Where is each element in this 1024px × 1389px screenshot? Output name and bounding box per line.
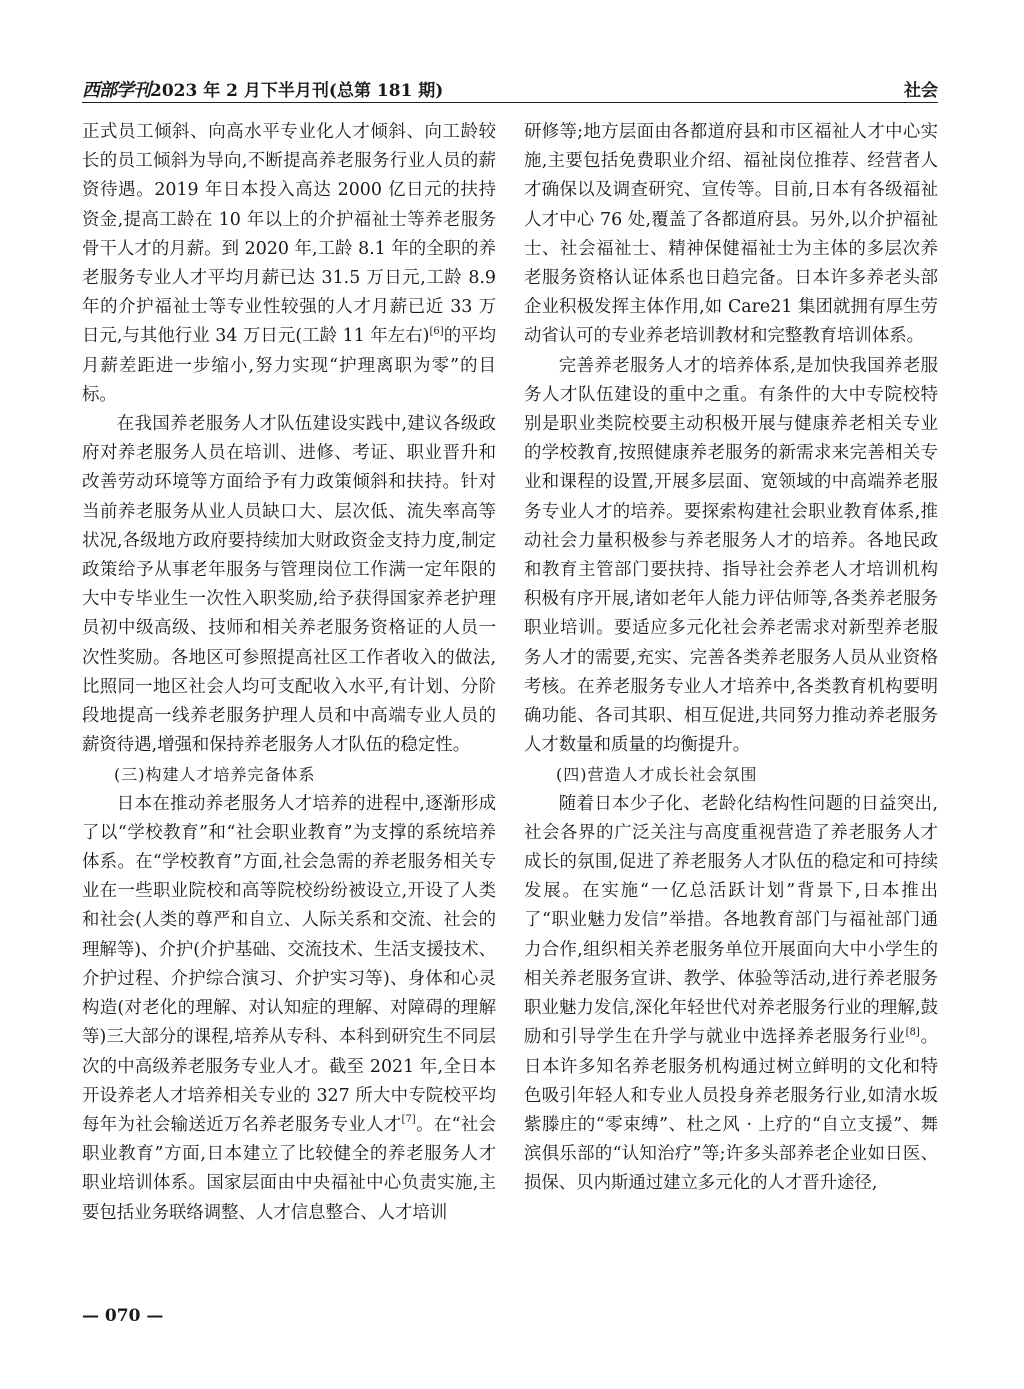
paragraph [82, 118, 496, 410]
paragraph-text: 。在“社会职业教育”方面,日本建立了比较健全的养老服务人才职业培训体系。国家层面由中央福祉中心负责实施,主要包括业务联络调整、人才信息整合、人才培训 [82, 1114, 496, 1223]
journal-logo: 西部学刊 [82, 80, 150, 101]
running-header [82, 76, 938, 100]
paragraph-text: 正式员工倾斜、向高水平专业化人才倾斜、向工龄较长的员工倾斜为导向,不断提高养老服务行业人员的薪资待遇。2019 年日本投入高达 2000 亿日元的扶持资金,提高工龄在 10 年以上的介护福祉士等养老服务骨干人才的月薪。到 2020 年,工龄 8.1 年的全职的养老服务专业人才平均月薪已达 31.5 万日元,工龄 8.9 年的介护福祉士等专业性较强的人才月薪已近 33 万日元,与其他行业 34 万日元(工龄 11 年左右) [82, 122, 496, 347]
paragraph-text: 的平均月薪差距进一步缩小,努力实现“护理离职为零”的目标。 [82, 326, 496, 405]
section-heading: (四)营造人才成长社会氛围 [556, 765, 758, 785]
paragraph: 在我国养老服务人才队伍建设实践中,建议各级政府对养老服务人员在培训、进修、考证、职业晋升和改善劳动环境等方面给予有力政策倾斜和扶持。针对当前养老服务从业人员缺口大、层次低、流失率高等状况,各级地方政府要持续加大财政资金支持力度,制定政策给予从事老年服务与管理岗位工作满一定年限的大中专毕业生一次性入职奖励,给予获得国家养老护理员初中级高级、技师和相关养老服务资格证的人员一次性奖励。各地区可参照提高社区工作者收入的做法,比照同一地区社会人均可支配收入水平,有计划、分阶段地提高一线养老服务护理人员和中高端专业人员的薪资待遇,增强和保持养老服务人才队伍的稳定性。 [82, 414, 496, 756]
paragraph: 研修等;地方层面由各都道府县和市区福祉人才中心实施,主要包括免费职业介绍、福祉岗位推荐、经营者人才确保以及调查研究、宣传等。目前,日本有各级福祉人才中心 76 处,覆盖了各都道府县。另外,以介护福祉士、社会福祉士、精神保健福祉士为主体的多层次养老服务资格认证体系也日趋完备。日本许多养老头部企业积极发挥主体作用,如 Care21 集团就拥有厚生劳动省认可的专业养老培训教材和完整教育培训体系。 [524, 122, 938, 347]
paragraph-text: 日本在推动养老服务人才培养的进程中,逐渐形成了以“学校教育”和“社会职业教育”为支撑的系统培养体系。在“学校教育”方面,社会急需的养老服务相关专业在一些职业院校和高等院校纷纷被设立,开设了人类和社会(人类的尊严和自立、人际关系和交流、社会的理解等)、介护(介护基础、交流技术、生活支援技术、介护过程、介护综合演习、介护实习等)、身体和心灵构造(对老化的理解、对认知症的理解、对障碍的理解等)三大部分的课程,培养从专科、本科到研究生不同层次的中高级养老服务专业人才。截至 2021 年,全日本开设养老人才培养相关专业的 327 所大中专院校平均每年为社会输送近万名养老服务专业人才 [82, 793, 496, 1135]
section-label: 社会 [904, 81, 938, 101]
page-number: — 070 — [82, 1306, 164, 1326]
left-column [82, 118, 496, 1228]
citation-ref: [7] [401, 1114, 416, 1126]
section-heading: (三)构建人才培养完备体系 [114, 765, 316, 785]
journal-title [82, 76, 443, 102]
paragraph-text: 随着日本少子化、老龄化结构性问题的日益突出,社会各界的广泛关注与高度重视营造了养老服务人才成长的氛围,促进了养老服务人才队伍的稳定和可持续发展。在实施“一亿总活跃计划”背景下,日本推出了“职业魅力发信”举措。各地教育部门与福祉部门通力合作,组织相关养老服务单位开展面向大中小学生的相关养老服务宣讲、教学、体验等活动,进行养老服务职业魅力发信,深化年轻世代对养老服务行业的理解,鼓励和引导学生在升学与就业中选择养老服务行业 [524, 793, 938, 1048]
paragraph [82, 790, 496, 1228]
right-column [524, 118, 938, 1199]
paragraph-text: 。日本许多知名养老服务机构通过树立鲜明的文化和特色吸引年轻人和专业人员投身养老服务行业,如清水坂紫滕庄的“零束缚”、杜之风 · 上疗的“自立支援”、舞滨俱乐部的“认知治疗”等;许多头部养老企业如日医、损保、贝内斯通过建立多元化的人才晋升途径, [524, 1027, 938, 1194]
journal-issue: 2023 年 2 月下半月刊(总第 181 期) [150, 81, 444, 101]
header-rule [82, 102, 938, 103]
paragraph: 完善养老服务人才的培养体系,是加快我国养老服务人才队伍建设的重中之重。有条件的大中专院校特别是职业类院校要主动积极开展与健康养老相关专业的学校教育,按照健康养老服务的新需求来完善相关专业和课程的设置,开展多层面、宽领域的中高端养老服务专业人才的培养。要探索构建社会职业教育体系,推动社会力量积极参与养老服务人才的培养。各地民政和教育主管部门要扶持、指导社会养老人才培训机构积极有序开展,诸如老年人能力评估师等,各类养老服务职业培训。要适应多元化社会养老需求对新型养老服务人才的需要,充实、完善各类养老服务人员从业资格考核。在养老服务专业人才培养中,各类教育机构要明确功能、各司其职、相互促进,共同努力推动养老服务人才数量和质量的均衡提升。 [524, 355, 938, 756]
paragraph [524, 790, 938, 1199]
citation-ref: [6] [429, 325, 444, 337]
citation-ref: [8] [905, 1026, 920, 1038]
